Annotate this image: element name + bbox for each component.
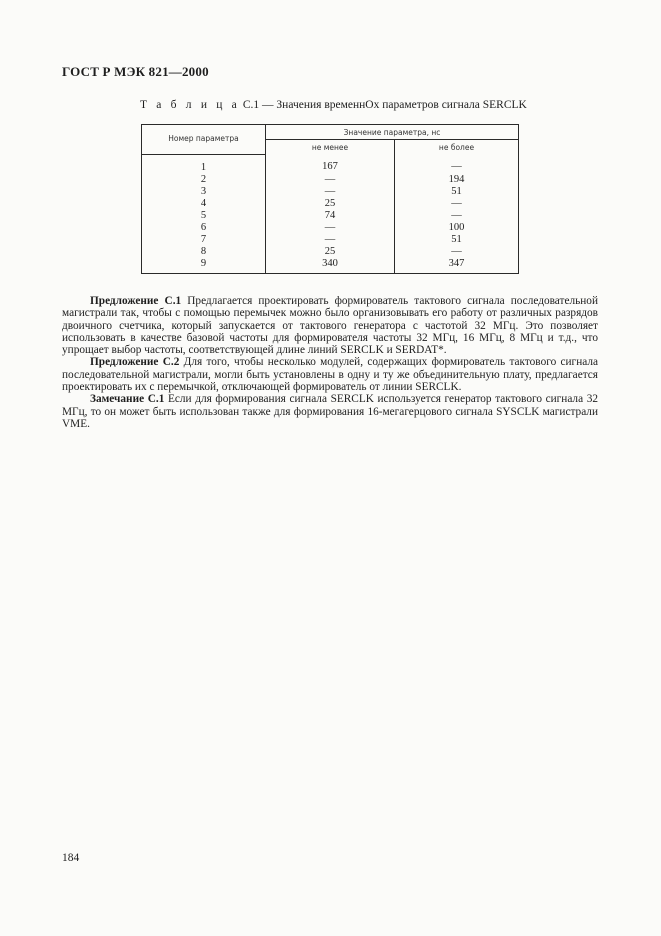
cell-max: 194	[395, 174, 519, 186]
cell-number: 8	[142, 246, 266, 258]
cell-min: —	[266, 234, 395, 246]
cell-min: —	[266, 186, 395, 198]
cell-max: —	[395, 210, 519, 222]
cell-max: 51	[395, 234, 519, 246]
cell-max: —	[395, 246, 519, 258]
cell-number: 7	[142, 234, 266, 246]
cell-min: 167	[266, 154, 395, 174]
paragraph-lead: Предложение С.2	[90, 356, 180, 369]
cell-min: 25	[266, 246, 395, 258]
paragraph	[62, 356, 598, 393]
paragraph-text: Для того, чтобы несколько модулей, содержащих формирователь тактового сигнала последовательной магистрали, могли быть установлены в одну и ту же объединительную плату, предлагается проектировать их с перемычкой, отключающей формирователь от линии SERCLK.	[62, 356, 599, 394]
cell-min: —	[266, 222, 395, 234]
table-caption	[140, 99, 527, 111]
paragraph	[62, 393, 598, 430]
table-caption-text: C.1 — Значения временнОх параметров сигнала SERCLK	[242, 99, 527, 111]
cell-number: 4	[142, 198, 266, 210]
cell-min: 25	[266, 198, 395, 210]
parameters-table	[141, 124, 519, 274]
table-row	[142, 258, 519, 274]
paragraph-text: Если для формирования сигнала SERCLK используется генератор тактового сигнала 32 МГц, то он может быть использован также для формирования 16-мегагерцового сигнала SYSCLK магистрали VME.	[62, 393, 599, 430]
table-body	[142, 154, 519, 273]
table-row	[142, 222, 519, 234]
cell-number: 9	[142, 258, 266, 274]
paragraph-lead: Замечание С.1	[90, 393, 165, 406]
cell-max: 51	[395, 186, 519, 198]
cell-min: 74	[266, 210, 395, 222]
table-row	[142, 174, 519, 186]
cell-number: 1	[142, 154, 266, 174]
cell-number: 3	[142, 186, 266, 198]
paragraph-lead: Предложение С.1	[90, 295, 182, 307]
cell-min: 340	[266, 258, 395, 274]
table-row	[142, 198, 519, 210]
cell-max: —	[395, 154, 519, 174]
document-header: ГОСТ Р МЭК 821—2000	[62, 64, 209, 79]
cell-max: 100	[395, 222, 519, 234]
page-number: 184	[62, 852, 80, 864]
table-row	[142, 246, 519, 258]
column-header-value: Значение параметра, нс	[266, 125, 519, 140]
cell-number: 5	[142, 210, 266, 222]
cell-max: —	[395, 198, 519, 210]
cell-min: —	[266, 174, 395, 186]
table-caption-label: Т а б л и ц а	[140, 99, 240, 111]
paragraph-text: Предлагается проектировать формирователь тактового сигнала последовательной магистрали так, чтобы с помощью перемычек можно было организовывать его работу от различных разрядов двоичного счетчика, который запускается от тактового генератора с частотой 32 МГц. Это позволяет использовать в качестве базовой частоты для формирователя частоты 32 МГц, 16 МГц, 8 МГц и т.д., что упрощает выбор частоты, соответствующей длине линий SERCLK и SERDAT*.	[62, 295, 598, 357]
cell-number: 2	[142, 174, 266, 186]
body-text	[62, 295, 598, 430]
table-row	[142, 154, 519, 174]
column-header-max: не более	[395, 140, 519, 155]
cell-number: 6	[142, 222, 266, 234]
column-header-min: не менее	[266, 140, 395, 155]
paragraph	[62, 295, 598, 356]
table-row	[142, 234, 519, 246]
table-row	[142, 210, 519, 222]
table-row	[142, 186, 519, 198]
cell-max: 347	[395, 258, 519, 274]
column-header-number: Номер параметра	[142, 125, 266, 155]
